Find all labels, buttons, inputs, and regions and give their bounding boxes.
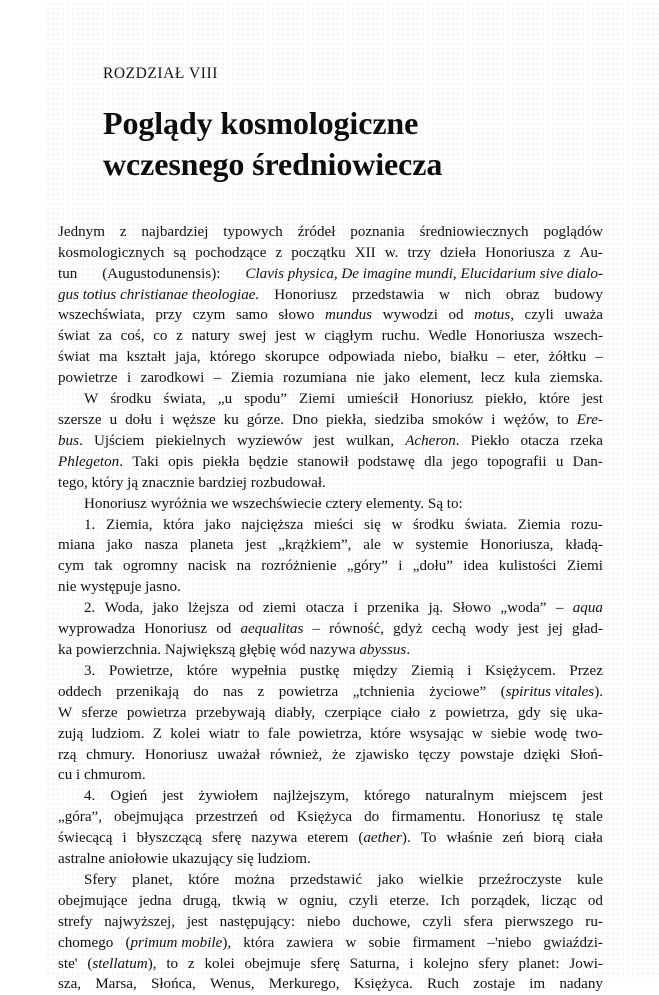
chapter-label: ROZDZIAŁ VIII bbox=[103, 65, 218, 82]
page-title bbox=[103, 103, 603, 185]
body-text bbox=[58, 222, 603, 995]
paragraph-planetary-spheres: Sfery planet, które można przedstawić jako wielkie przeźroczyste kule obejmujące jedna drugą, tkwią w ogniu, czyli eterze. Ich porządek, licząc od strefy najwyższej, jest następujący: niebo duchowe, czyli sfera pierwszego ru- chomego (primum mobile), która zawiera w sobie firmament –'niebo gwiaździ- ste' (stellatum), to z kolei obejmuje sferę Saturna, i kolejno sfery planet: Jowi- sza, Marsa, Słońca, Wenus, Merkurego, Księżyca. Ruch zostaje im nadany bbox=[58, 871, 603, 993]
paragraph-element-earth: 1. Ziemia, która jako najcięższa mieści się w środku świata. Ziemia rozu- miana jako nasza planeta jest „krążkiem”, ale w systemie Honoriusza, kładą- cym tak ogromny nacisk na rozróżnienie „góry” i „dołu” idea kulistości Ziemi nie występuje jasno. bbox=[58, 516, 603, 596]
paragraph-element-air: 3. Powietrze, które wypełnia pustkę między Ziemią i Księżycem. Przez oddech przenikają do nas z powietrza „tchnienia życiowe” (spiritus vitales). W sferze powietrza przebywają diabły, czerpiące ciało z powietrza, gdy się uka- zują ludziom. Z kolei wiatr to fale powietrza, które wsysając w siebie wodę two- rzą chmury. Honoriusz uważał również, że zjawisko tęczy powstaje dzięki Słoń- cu i chmurom. bbox=[58, 662, 603, 784]
paragraph-hell: W środku świata, „u spodu” Ziemi umieścił Honoriusz piekło, które jest szersze u dołu i węższe ku górze. Dno piekła, siedziba smoków i wężów, to Ere- bus. Ujściem piekielnych wyziewów jest wulkan, Acheron. Piekło otacza rzeka Phlegeton. Taki opis piekła będzie stanowił podstawę dla jego topografii u Dan- tego, który ją znacznie bardziej rozbudował. bbox=[58, 391, 603, 491]
page-content bbox=[58, 0, 603, 995]
chapter-heading bbox=[58, 0, 603, 185]
paragraph-intro: Jednym z najbardziej typowych źródeł poznania średniowiecznych poglądów kosmologicznych są pochodzące z początku XII w. trzy dzieła Honoriusza z Au- tun (Augustodunensis): Clavis physica, De imagine mundi, Elucidarium sive dialo- gus totius christianae theologiae. Honoriusz przedstawia w nich obraz budowy wszechświata, przy czym samo słowo mundus wywodzi od motus, czyli uważa świat za coś, co z natury swej jest w ciągłym ruchu. Wedle Honoriusza wszech- świat ma kształt jaja, którego skorupce odpowiada niebo, białku – eter, żółtku – powietrze i zarodkowi – Ziemia rozumiana nie jako element, lecz kula ziemska. bbox=[58, 223, 603, 387]
paragraph-element-water: 2. Woda, jako lżejsza od ziemi otacza i przenika ją. Słowo „woda” – aqua wyprowadza Honoriusz od aequalitas – równość, gdyż cechą wody jest jej gład- ka powierzchnia. Największą głębię wód nazywa abyssus. bbox=[58, 600, 603, 658]
paragraph-element-fire: 4. Ogień jest żywiołem najlżejszym, którego naturalnym miejscem jest „góra”, obejmująca przestrzeń od Księżyca do firmamentu. Honoriusz tę stale świecącą i błyszczącą sferę nazywa eterem (aether). To właśnie zeń biorą ciała astralne aniołowie ukazujący się ludziom. bbox=[58, 788, 603, 868]
title-line-2: wczesnego średniowiecza bbox=[103, 145, 443, 182]
title-line-1: Poglądy kosmologiczne bbox=[103, 104, 419, 141]
paragraph-four-elements-intro: Honoriusz wyróżnia we wszechświecie cztery elementy. Są to: bbox=[84, 495, 463, 512]
